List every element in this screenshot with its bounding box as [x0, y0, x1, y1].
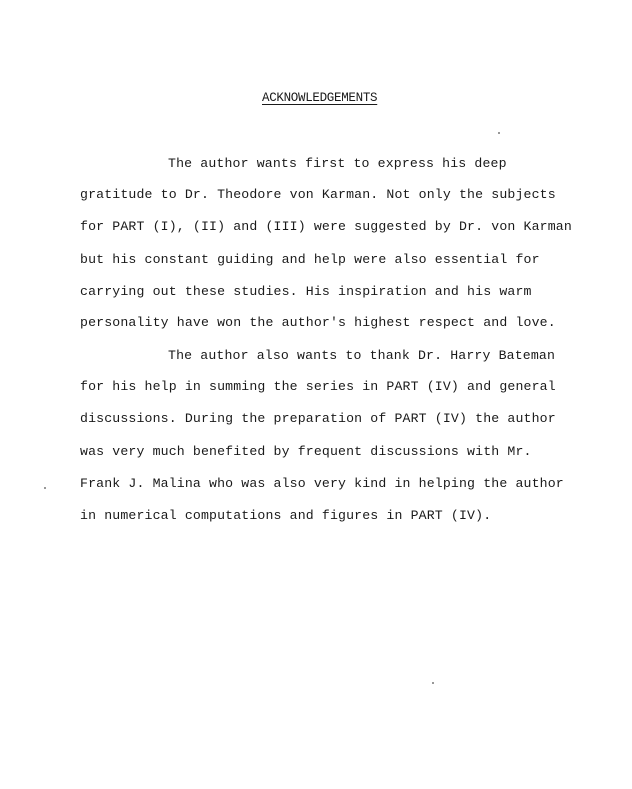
paragraph-2-line-4: was very much benefited by frequent discussions with Mr. [80, 444, 532, 459]
paragraph-1-line-5: carrying out these studies. His inspiration and his warm [80, 284, 532, 299]
paragraph-1-line-2: gratitude to Dr. Theodore von Karman. Not only the subjects [80, 187, 556, 202]
scan-speck [432, 682, 434, 684]
paragraph-1-line-6: personality have won the author's highest respect and love. [80, 315, 556, 330]
paragraph-2-line-5: Frank J. Malina who was also very kind in helping the author [80, 476, 564, 491]
paragraph-2-line-1: The author also wants to thank Dr. Harry Bateman [168, 348, 556, 363]
paragraph-2-line-6: in numerical computations and figures in PART (IV). [80, 508, 492, 523]
scan-speck [498, 132, 500, 134]
page-title: ACKNOWLEDGEMENTS [262, 91, 378, 105]
paragraph-2-line-2: for his help in summing the series in PART (IV) and general [80, 379, 556, 394]
paragraph-1-line-1: The author wants first to express his deep [168, 156, 507, 171]
paragraph-1-line-3: for PART (I), (II) and (III) were suggested by Dr. von Karman [80, 219, 572, 234]
paragraph-2-line-3: discussions. During the preparation of PART (IV) the author [80, 411, 556, 426]
scan-speck [44, 487, 46, 489]
paragraph-1-line-4: but his constant guiding and help were also essential for [80, 252, 540, 267]
